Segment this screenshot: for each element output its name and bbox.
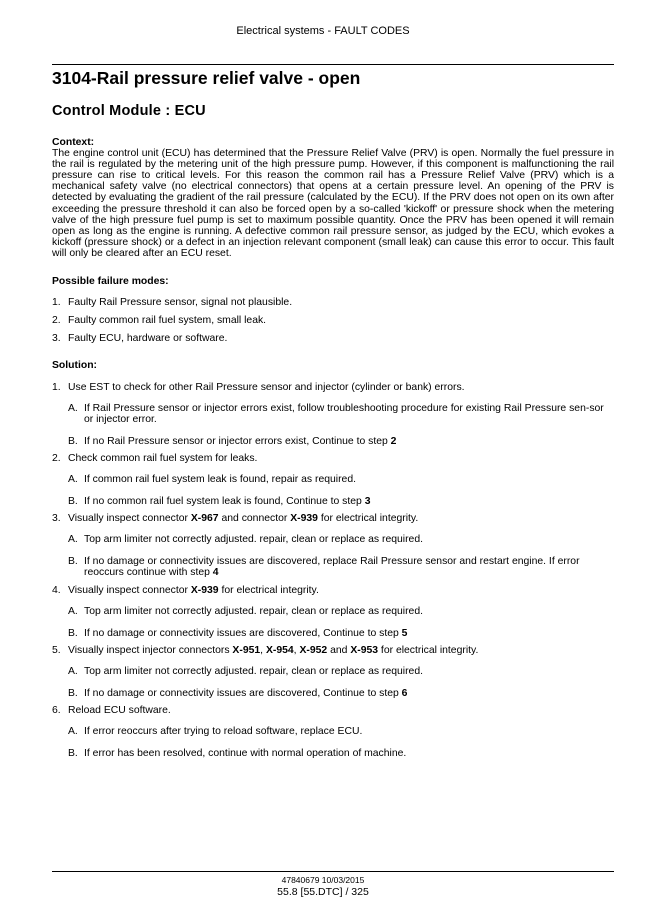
sub-step-text — [84, 474, 356, 485]
solution-step — [52, 382, 614, 447]
sub-steps — [68, 666, 614, 699]
sub-step — [68, 496, 614, 507]
sub-step — [68, 606, 614, 617]
solution-label: Solution: — [52, 360, 98, 372]
text-run: for electrical integrity. — [378, 644, 479, 656]
sub-step — [68, 628, 614, 639]
sub-step — [68, 726, 614, 737]
text-run: Top arm limiter not correctly adjusted. repair, clean or replace as required. — [84, 605, 424, 617]
step-ref: 5 — [401, 627, 408, 639]
text-run: If no damage or connectivity issues are discovered, Continue to step — [84, 688, 402, 699]
text-run: If no damage or connectivity issues are discovered, replace Rail Pressure sensor and restart engine. If error reoccurs continue with step — [84, 556, 580, 579]
text-run: Visually inspect connector — [68, 513, 191, 525]
solution-step — [52, 453, 614, 507]
sub-step-text — [84, 688, 407, 699]
step-ref: 2 — [390, 435, 397, 447]
solution-step — [52, 513, 614, 578]
sub-steps — [68, 474, 614, 507]
sub-step — [68, 534, 614, 545]
header-rule — [52, 64, 614, 65]
text-run: and — [327, 644, 351, 656]
sub-step-letter: B. — [68, 556, 78, 568]
text-run: and connector — [218, 513, 291, 525]
sub-step-text — [84, 666, 423, 677]
text-run: Check common rail fuel system for leaks. — [68, 452, 258, 464]
step-number: 4. — [52, 584, 61, 596]
text-run: If no Rail Pressure sensor or injector errors exist, Continue to step — [84, 435, 391, 447]
sub-step-text — [84, 726, 362, 737]
solution-step — [52, 645, 614, 699]
connector-ref: X-954 — [265, 644, 294, 656]
text-run: Top arm limiter not correctly adjusted. repair, clean or replace as required. — [84, 534, 424, 546]
text-run: If error reoccurs after trying to reload software, replace ECU. — [84, 726, 363, 738]
connector-ref: X-939 — [290, 513, 318, 525]
sub-step-letter: A. — [68, 534, 78, 546]
page-header: Electrical systems - FAULT CODES — [236, 25, 410, 37]
step-number: 5. — [52, 644, 61, 656]
footer-page-number: 55.8 [55.DTC] / 325 — [277, 886, 369, 898]
step-number: 1. — [52, 381, 61, 393]
sub-step — [68, 403, 614, 425]
sub-step-letter: A. — [68, 473, 78, 485]
sub-step-letter: B. — [68, 627, 78, 639]
item-number: 2. — [52, 315, 61, 327]
sub-steps — [68, 403, 614, 447]
sub-steps — [68, 726, 614, 759]
footer-rule — [52, 871, 614, 872]
step-number: 2. — [52, 452, 61, 464]
sub-steps — [68, 534, 614, 578]
sub-step-text — [84, 403, 604, 425]
sub-step — [68, 436, 614, 447]
solution-step — [52, 705, 614, 759]
main-content — [52, 137, 614, 765]
step-ref: 3 — [364, 496, 371, 508]
sub-step-text — [84, 436, 396, 447]
text-run: for electrical integrity. — [218, 584, 319, 596]
control-module-heading: Control Module : ECU — [52, 103, 206, 119]
failure-modes-list — [52, 297, 614, 344]
connector-ref: X-953 — [350, 644, 379, 656]
failure-mode-item — [52, 315, 614, 326]
step-ref: 4 — [212, 567, 219, 579]
sub-step-letter: A. — [68, 726, 78, 738]
sub-step — [68, 474, 614, 485]
step-text — [68, 513, 418, 524]
solution-steps — [52, 382, 614, 760]
solution-step — [52, 585, 614, 639]
text-run: Use EST to check for other Rail Pressure sensor and injector (cylinder or bank) errors. — [68, 381, 465, 393]
sub-step-text — [84, 534, 423, 545]
sub-step-letter: A. — [68, 605, 78, 617]
item-text: Faulty Rail Pressure sensor, signal not plausible. — [68, 297, 293, 309]
text-run: If no damage or connectivity issues are discovered, Continue to step — [84, 627, 402, 639]
fault-code-title: 3104-Rail pressure relief valve - open — [52, 68, 361, 88]
item-text: Faulty common rail fuel system, small leak. — [68, 315, 267, 327]
connector-ref: X-952 — [299, 644, 328, 656]
sub-step — [68, 556, 614, 578]
sub-step — [68, 748, 614, 759]
sub-step — [68, 666, 614, 677]
sub-step-letter: A. — [68, 402, 78, 414]
step-text — [68, 453, 257, 464]
step-number: 6. — [52, 705, 61, 717]
sub-step-text — [84, 556, 580, 578]
sub-step-letter: B. — [68, 435, 78, 447]
step-text — [68, 382, 465, 393]
sub-step-letter: A. — [68, 665, 78, 677]
item-number: 3. — [52, 333, 61, 345]
step-number: 3. — [52, 513, 61, 525]
item-text: Faulty ECU, hardware or software. — [68, 333, 228, 345]
sub-step-letter: B. — [68, 496, 78, 508]
connector-ref: X-967 — [190, 513, 219, 525]
text-run: If Rail Pressure sensor or injector errors exist, follow troubleshooting procedure for existing Rail Pressure sen-sor or injector error. — [84, 402, 604, 425]
text-run: If common rail fuel system leak is found, repair as required. — [84, 473, 357, 485]
text-run: If no common rail fuel system leak is found, Continue to step — [84, 496, 365, 508]
context-text: The engine control unit (ECU) has determined that the Pressure Relief Valve (PRV) is open. Normally the fuel pressure in the rail is regulated by the metering unit of the high pressure pump. However, if this component is malfunctioning the rail pressure can rise to critical levels. For this reason the common rail has a Pressure Relief Valve (PRV) which is a mechanical safety valve (no electrical connectors) that opens at a certain pressure level. An opening of the PRV is detected by evaluating the gradient of the rail pressure (calculated by the ECU). If the PRV does not open on its own after exceeding the pressure threshold it can also be forced open by a so-called 'kickoff' or pressure shock when the metering valve of the high pressure fuel pump is set to maximum possible quantity. Once the PRV has been opened it will remain open as long as the engine is running. A defective common rail pressure sensor, as judged by the ECU, which evokes a kickoff (pressure shock) or a defect in an injection relevant component (small leak) can cause this error to occur. This fault will only be cleared after an ECU reset. — [52, 148, 614, 259]
sub-step-letter: B. — [68, 688, 78, 699]
step-text — [68, 705, 171, 716]
text-run: Top arm limiter not correctly adjusted. repair, clean or replace as required. — [84, 665, 424, 677]
connector-ref: X-951 — [232, 644, 261, 656]
item-number: 1. — [52, 297, 61, 309]
text-run: for electrical integrity. — [317, 513, 419, 525]
failure-modes-label: Possible failure modes: — [52, 276, 169, 288]
sub-step-text — [84, 496, 370, 507]
sub-step-text — [84, 606, 423, 617]
failure-mode-item — [52, 333, 614, 344]
connector-ref: X-939 — [190, 584, 219, 596]
failure-mode-item — [52, 297, 614, 308]
text-run: , — [293, 644, 300, 656]
text-run: Reload ECU software. — [68, 705, 171, 717]
text-run: If error has been resolved, continue with normal operation of machine. — [84, 748, 407, 760]
step-text — [68, 645, 478, 656]
text-run: , — [260, 644, 266, 656]
sub-step — [68, 688, 614, 699]
step-text — [68, 585, 319, 596]
context-label: Context: — [52, 137, 95, 148]
text-run: Visually inspect injector connectors — [68, 644, 233, 656]
sub-step-text — [84, 748, 406, 759]
sub-steps — [68, 606, 614, 639]
footer-document-code: 47840679 10/03/2015 — [281, 875, 365, 885]
text-run: Visually inspect connector — [68, 584, 191, 596]
sub-step-text — [84, 628, 407, 639]
sub-step-letter: B. — [68, 748, 78, 760]
step-ref: 6 — [401, 688, 408, 699]
